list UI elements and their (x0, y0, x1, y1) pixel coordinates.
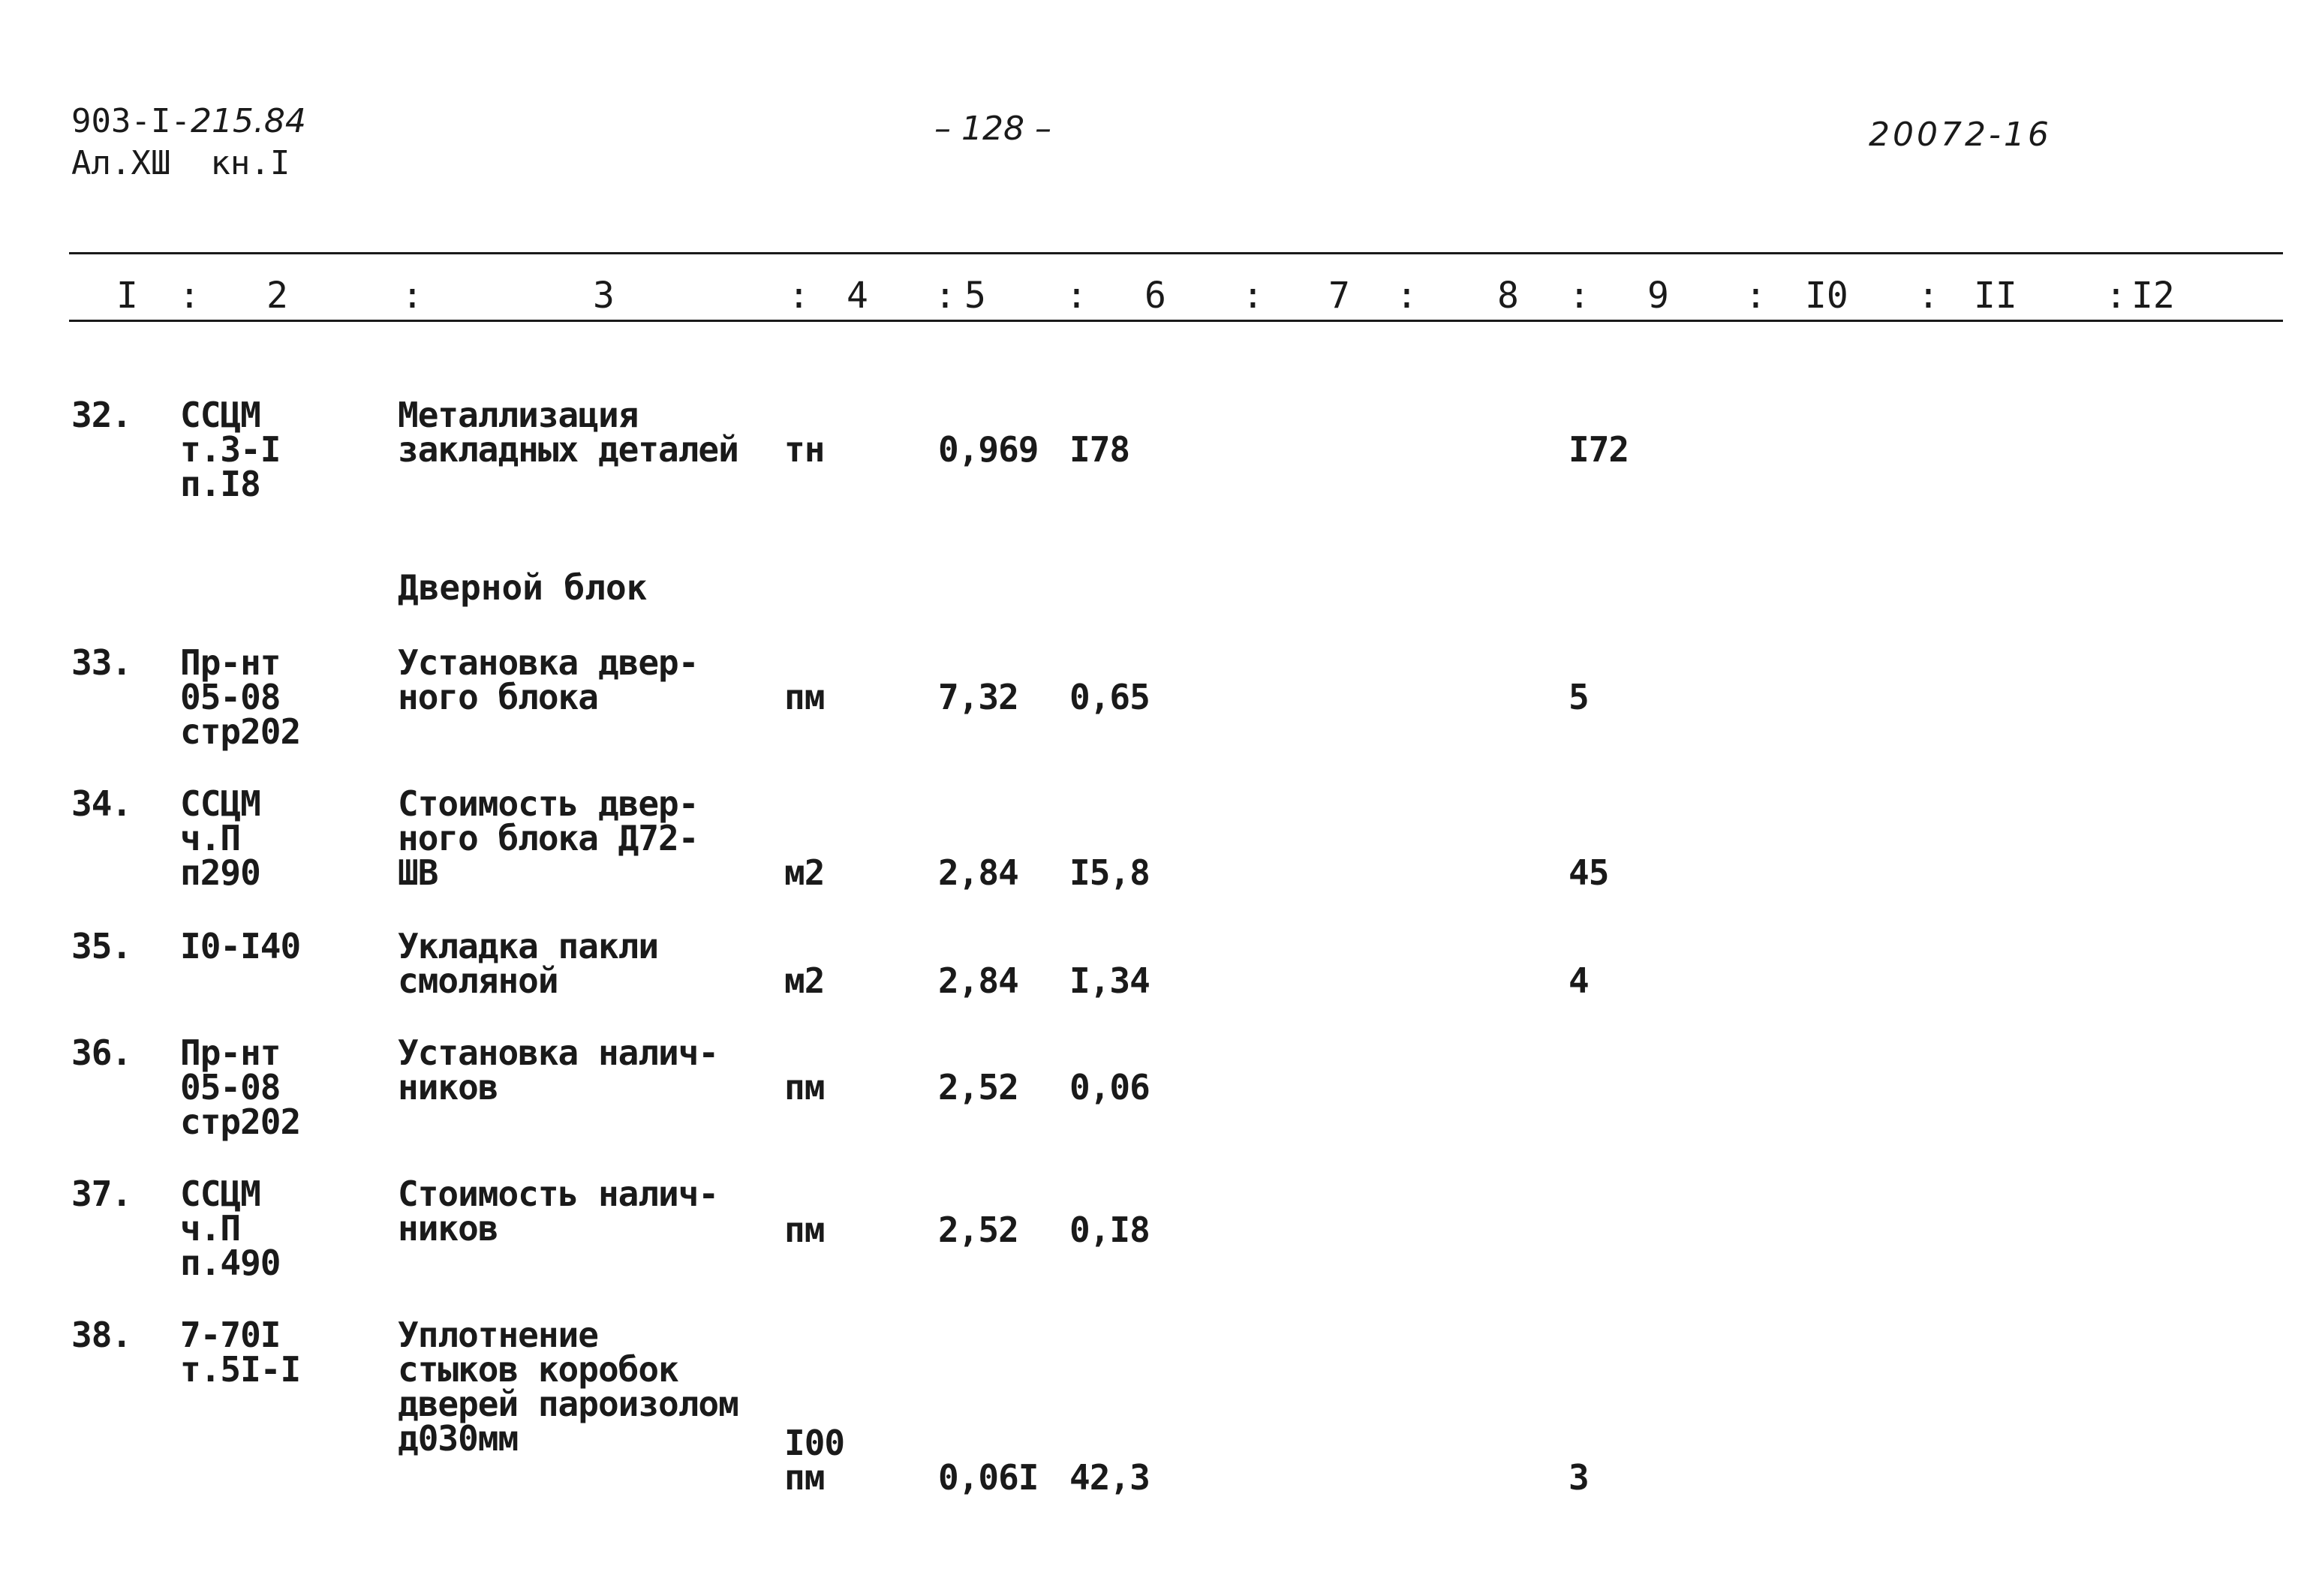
doc-code-handwritten: 215.84 (190, 102, 306, 140)
rate-code: ССЦМ ч.П п290 (180, 783, 260, 893)
unit-price: I78 (1069, 429, 1130, 470)
unit-price: 0,06 (1069, 1067, 1150, 1108)
col9-value: 5 (1569, 677, 1589, 717)
col-header-4: 4 (847, 275, 868, 317)
work-name: Металлизация закладных деталей (398, 395, 738, 470)
quantity: 0,969 (938, 429, 1039, 470)
col-header-7: 7 (1328, 275, 1350, 317)
unit-price: 42,3 (1069, 1457, 1150, 1498)
rate-code: ССЦМ т.3-I п.I8 (180, 395, 281, 504)
col9-value: I72 (1569, 429, 1629, 470)
col-header-6: 6 (1144, 275, 1166, 317)
col-header-sep: : (1569, 275, 1590, 317)
col-header-1: I (116, 275, 138, 317)
work-name: Установка налич- ников (398, 1032, 719, 1108)
table-top-rule (69, 252, 2283, 254)
work-name: Укладка пакли смоляной (398, 926, 659, 1001)
doc-code-printed: 903-I- (71, 102, 191, 140)
col-header-2: 2 (266, 275, 288, 317)
work-name: Уплотнение стыков коробок дверей пароизолом д030мм (398, 1315, 738, 1459)
col9-value: 4 (1569, 960, 1589, 1001)
col-header-8: 8 (1497, 275, 1519, 317)
work-name: Установка двер- ного блока (398, 642, 699, 717)
col-header-sep: : (1396, 275, 1418, 317)
rate-code: Пр-нт 05-08 стр202 (180, 1032, 301, 1142)
quantity: 0,06I (938, 1457, 1039, 1498)
row-number: 37. (71, 1174, 132, 1214)
col9-value: 3 (1569, 1457, 1589, 1498)
row-number: 33. (71, 642, 132, 683)
unit-price: I5,8 (1069, 852, 1150, 893)
work-name: Стоимость двер- ного блока Д72- ШВ (398, 783, 699, 893)
col-header-sep: : (1917, 275, 1939, 317)
section-title: Дверной блок (398, 567, 648, 608)
unit-price: 0,65 (1069, 677, 1150, 717)
col-header-11: II (1974, 275, 2017, 317)
col-header-sep: : (1745, 275, 1767, 317)
rate-code: I0-I40 (180, 926, 301, 966)
quantity: 2,52 (938, 1067, 1018, 1108)
quantity: 7,32 (938, 677, 1018, 717)
col-header-sep: : (788, 275, 810, 317)
unit: пм (784, 1210, 825, 1250)
col-header-9: 9 (1647, 275, 1669, 317)
unit: тн (784, 429, 825, 470)
col-header-sep: : (179, 275, 200, 317)
unit-price: I,34 (1069, 960, 1150, 1001)
unit: пм (784, 1067, 825, 1108)
col-header-10: I0 (1805, 275, 1848, 317)
work-name: Стоимость налич- ников (398, 1174, 719, 1249)
rate-code: Пр-нт 05-08 стр202 (180, 642, 301, 752)
unit: пм (784, 677, 825, 717)
sheet-number: 20072-16 (1869, 116, 2052, 154)
doc-code (71, 102, 306, 140)
row-number: 38. (71, 1315, 132, 1355)
col-header-3: 3 (593, 275, 615, 317)
col-header-12: I2 (2131, 275, 2175, 317)
col9-value: 45 (1569, 852, 1609, 893)
unit: м2 (784, 852, 825, 893)
quantity: 2,84 (938, 960, 1018, 1001)
col-header-sep: : (1242, 275, 1264, 317)
col-header-sep: : (2105, 275, 2127, 317)
page-number: – 128 – (934, 110, 1051, 148)
row-number: 34. (71, 783, 132, 824)
row-number: 35. (71, 926, 132, 966)
rate-code: ССЦМ ч.П п.490 (180, 1174, 281, 1283)
col-header-5: 5 (964, 275, 986, 317)
col-header-sep: : (402, 275, 423, 317)
col-header-sep: : (1066, 275, 1087, 317)
quantity: 2,52 (938, 1210, 1018, 1250)
rate-code: 7-70I т.5I-I (180, 1315, 301, 1390)
unit-price: 0,I8 (1069, 1210, 1150, 1250)
album-label: Ал.XШ кн.I (71, 144, 290, 182)
unit: I00 пм (784, 1423, 845, 1498)
unit: м2 (784, 960, 825, 1001)
table-header-rule (69, 320, 2283, 322)
row-number: 32. (71, 395, 132, 435)
row-number: 36. (71, 1032, 132, 1073)
quantity: 2,84 (938, 852, 1018, 893)
col-header-sep: : (934, 275, 956, 317)
